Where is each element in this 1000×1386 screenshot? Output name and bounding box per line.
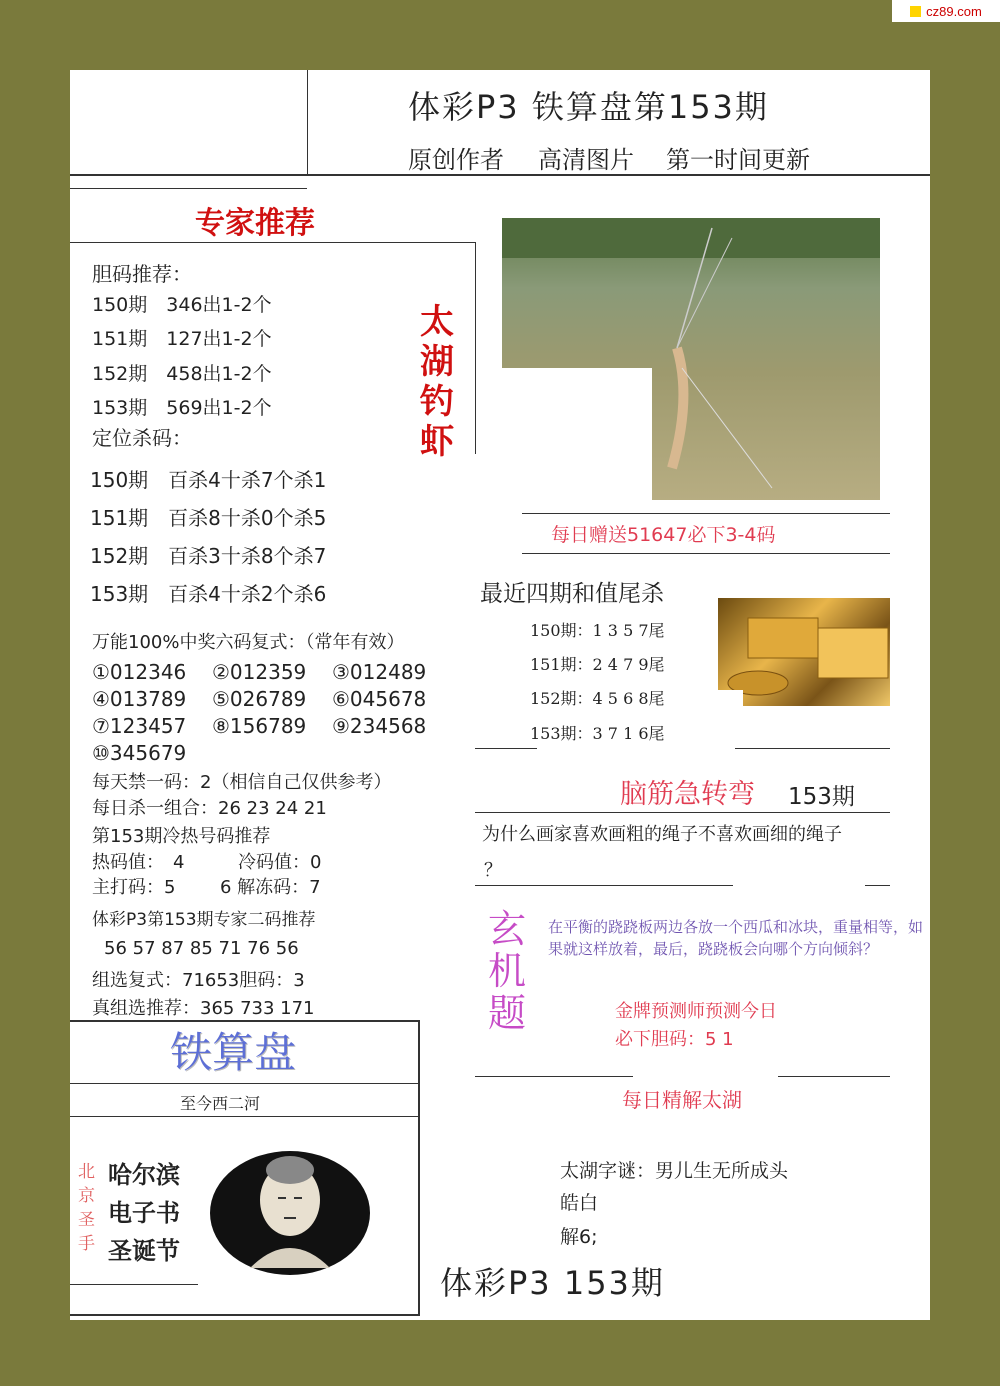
tiesuanpan-title: 铁算盘 <box>170 1028 297 1077</box>
calligraphy-line: 哈尔滨 <box>108 1160 180 1189</box>
two-code-values: 56 57 87 85 71 76 56 <box>104 938 299 959</box>
brain-rule-2 <box>475 885 733 886</box>
true-group: 真组选推荐：365 733 171 <box>92 998 315 1019</box>
dan-row: 153期 569出1-2个 <box>92 397 272 419</box>
site-square-icon <box>910 6 921 17</box>
hot-cold-title: 第153期冷热号码推荐 <box>92 826 271 847</box>
calligraphy-line: 电子书 <box>108 1198 180 1227</box>
riddle-line-3: 解6; <box>560 1226 598 1248</box>
puzzle-text: 在平衡的跷跷板两边各放一个西瓜和冰块，重量相等，如果就这样放着，最后，跷跷板会向哪个方向倾斜？ <box>548 918 924 958</box>
hot-code: 热码值： 4 <box>92 852 185 873</box>
tail-row: 150期：1 3 5 7尾 <box>530 621 665 640</box>
kill-row: 152期 百杀3十杀8个杀7 <box>90 544 327 568</box>
brain-question-mark: ？ <box>484 860 502 881</box>
calligraphy-line: 圣诞节 <box>108 1236 180 1265</box>
gift-rule-top <box>522 513 890 514</box>
expert-vline <box>475 242 476 454</box>
kill-title: 定位杀码： <box>92 426 192 450</box>
daily-rule-left <box>475 1076 633 1077</box>
tail-title: 最近四期和值尾杀 <box>480 581 664 607</box>
ban-code: 每天禁一码：2（相信自己仅供参考） <box>92 772 392 793</box>
wanneng-code: ①012346 <box>92 660 187 684</box>
main-code: 主打码：5 <box>92 877 176 898</box>
gold-bars-icon <box>718 598 890 706</box>
wanneng-code: ⑧156789 <box>212 714 307 738</box>
expert-rule <box>70 242 475 243</box>
brain-rule <box>475 812 890 813</box>
tail-rule-right <box>735 748 890 749</box>
brain-title: 脑筋急转弯 <box>620 779 755 810</box>
tiesuanpan-rule-2 <box>70 1116 418 1117</box>
daily-rule-right <box>778 1076 890 1077</box>
gift-text: 每日赠送51647必下3-4码 <box>551 524 776 546</box>
header-rule <box>70 174 930 176</box>
tail-row: 152期：4 5 6 8尾 <box>530 689 665 708</box>
shrimp-photo <box>502 218 880 500</box>
wanneng-code: ⑥045678 <box>332 687 427 711</box>
page-title: 体彩P3 铁算盘第153期 <box>408 88 769 126</box>
header-divider <box>307 70 308 175</box>
two-code-title: 体彩P3第153期专家二码推荐 <box>92 910 316 930</box>
wanneng-code: ⑩345679 <box>92 741 187 765</box>
dan-row: 152期 458出1-2个 <box>92 363 272 385</box>
wanneng-title: 万能100%中奖六码复式：（常年有效） <box>92 632 405 653</box>
puzzle-side-title: 玄机题 <box>488 907 527 1035</box>
kill-group: 每日杀一组合：26 23 24 21 <box>92 798 327 819</box>
wanneng-code: ③012489 <box>332 660 427 684</box>
footer-issue: 体彩P3 153期 <box>440 1264 665 1302</box>
wanneng-code: ⑤026789 <box>212 687 307 711</box>
expert-heading: 专家推荐 <box>195 206 315 241</box>
dan-row: 150期 346出1-2个 <box>92 294 272 316</box>
header-rule-2 <box>70 188 307 189</box>
tail-rule-left <box>475 748 537 749</box>
gold-line-2: 必下胆码：5 1 <box>615 1029 734 1050</box>
gift-rule <box>522 553 890 554</box>
subtitle-3: 第一时间更新 <box>666 146 810 174</box>
tail-row: 151期：2 4 7 9尾 <box>530 655 665 674</box>
gold-line-1: 金牌预测师预测今日 <box>615 1001 777 1022</box>
kill-row: 150期 百杀4十杀7个杀1 <box>90 468 327 492</box>
daily-title: 每日精解太湖 <box>622 1088 742 1112</box>
wanneng-code: ②012359 <box>212 660 307 684</box>
cold-code: 冷码值：0 <box>238 852 322 873</box>
brain-issue: 153期 <box>788 784 855 810</box>
site-tag[interactable] <box>892 0 1000 22</box>
lottery-sheet <box>70 70 930 1320</box>
kill-row: 153期 百杀4十杀2个杀6 <box>90 582 327 606</box>
brain-question: 为什么画家喜欢画粗的绳子不喜欢画细的绳子 <box>482 824 842 845</box>
kill-row: 151期 百杀8十杀0个杀5 <box>90 506 327 530</box>
subtitle-2: 高清图片 <box>538 146 634 174</box>
group-select: 组选复式：71653胆码：3 <box>92 970 305 991</box>
footer-side-text: 北京圣手 <box>78 1162 95 1254</box>
footer-rule <box>70 1284 198 1285</box>
shrimp-icon <box>502 218 880 500</box>
dan-title: 胆码推荐： <box>92 262 192 286</box>
wanneng-code: ④013789 <box>92 687 187 711</box>
subtitle-1: 原创作者 <box>408 146 504 174</box>
wanneng-code: ⑦123457 <box>92 714 187 738</box>
gold-photo <box>718 598 890 706</box>
freeze-code: 6 解冻码：7 <box>220 877 321 898</box>
riddle-line-2: 皓白 <box>560 1192 599 1214</box>
wanneng-code: ⑨234568 <box>332 714 427 738</box>
tiesuanpan-rule <box>70 1083 418 1084</box>
tail-row: 153期：3 7 1 6尾 <box>530 724 665 743</box>
site-label: cz89.com <box>926 3 982 19</box>
side-title-taihu: 太湖钓虾 <box>420 302 454 462</box>
riddle-line-1: 太湖字谜：男儿生无所成头 <box>560 1160 789 1182</box>
dan-row: 151期 127出1-2个 <box>92 328 272 350</box>
buddha-icon <box>210 1148 370 1278</box>
tiesuanpan-caption: 至今西二河 <box>180 1094 261 1113</box>
brain-rule-3 <box>865 885 890 886</box>
